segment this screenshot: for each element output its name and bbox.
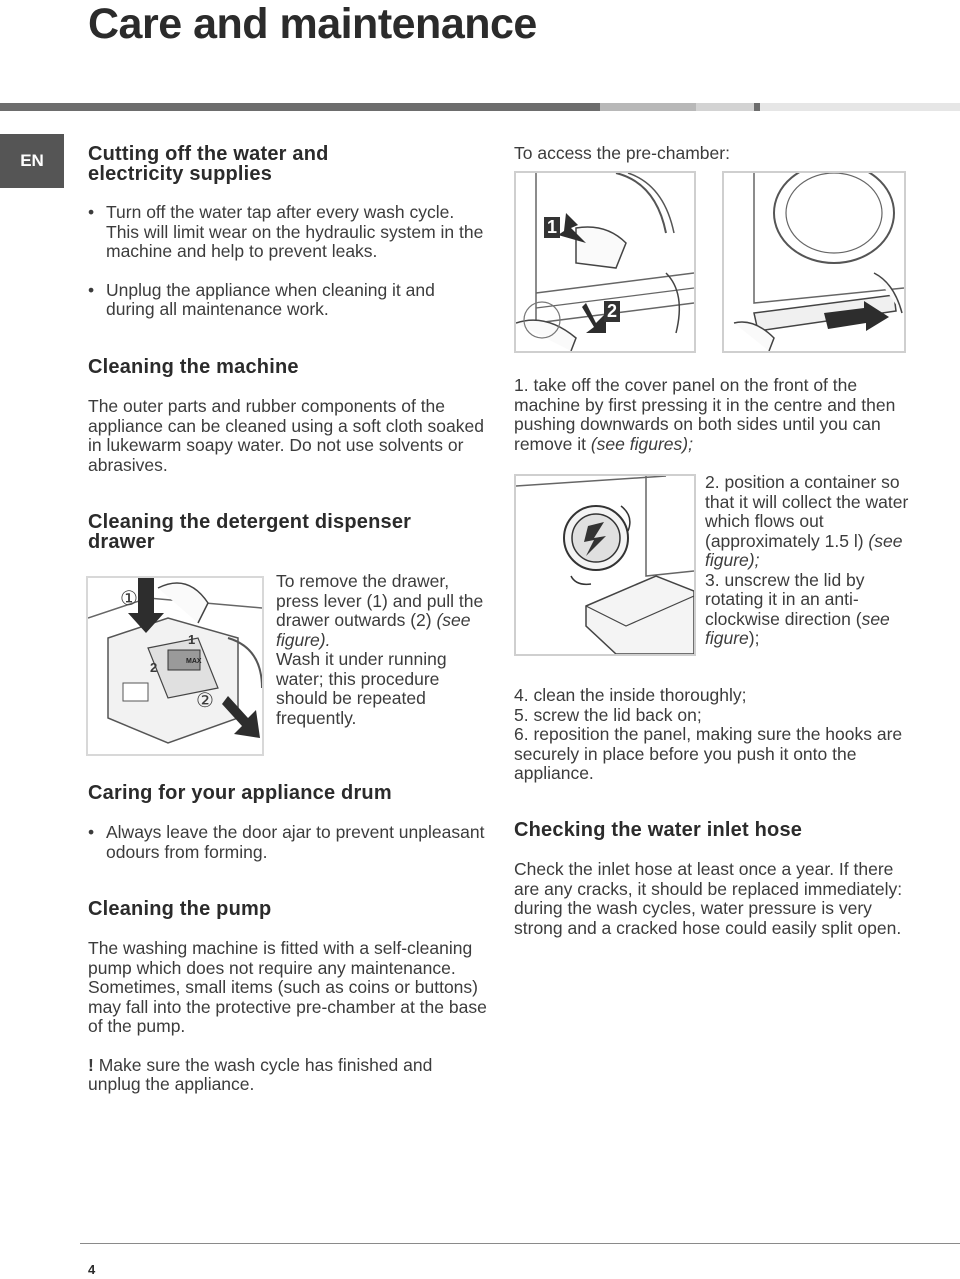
bullet-item: • Unplug the appliance when cleaning it and during all maintenance work. xyxy=(88,281,488,320)
step-5: 5. screw the lid back on; xyxy=(514,704,702,725)
step-1 xyxy=(514,376,914,454)
warning-text: Make sure the wash cycle has finished and unplug the appliance. xyxy=(88,1054,433,1094)
supplies-heading xyxy=(88,144,488,184)
figure-number-2: 2 xyxy=(604,301,620,322)
header-rule-segment xyxy=(696,103,754,111)
pump-body: The washing machine is fitted with a self-cleaning pump which does not require any maintenance. Sometimes, small items (such as coins or buttons) may fall into the protective pre-chamber at the base of the pump. xyxy=(88,938,487,1036)
hose-heading: Checking the water inlet hose xyxy=(514,819,803,841)
step-3-tail: ); xyxy=(748,628,760,648)
page-number: 4 xyxy=(88,1262,96,1277)
drawer-illustration xyxy=(88,578,262,754)
pump-lid-figure xyxy=(514,474,696,656)
pump-lid-illustration xyxy=(516,476,694,654)
steps-2-3 xyxy=(705,473,915,649)
figure-number-1: 1 xyxy=(544,217,560,238)
heading-line: drawer xyxy=(88,531,155,553)
machine-body: The outer parts and rubber components of the appliance can be cleaned using a soft cloth soaked in lukewarm soapy water. Do not use solvents or abrasives. xyxy=(88,396,484,475)
section-drawer xyxy=(88,512,488,552)
heading-line: Cleaning the detergent dispenser xyxy=(88,511,412,533)
drawer-text-main: To remove the drawer, press lever (1) and pull the drawer outwards (2) xyxy=(276,571,484,630)
header-rule-segment xyxy=(600,103,696,111)
bullet-item: • Always leave the door ajar to prevent unpleasant odours from forming. xyxy=(88,823,488,862)
step-2-text: 2. position a container so that it will collect the water which flows out (approximately 1.5 l) xyxy=(705,472,909,551)
step-2-italic: (see figure); xyxy=(705,530,903,570)
drawer-text-italic: (see figure). xyxy=(276,610,471,650)
machine-heading: Cleaning the machine xyxy=(88,356,299,378)
step-3-text: 3. unscrew the lid by rotating it in an anti-clockwise direction ( xyxy=(705,569,865,629)
drawer-instructions xyxy=(276,572,486,728)
pump-heading: Cleaning the pump xyxy=(88,898,272,920)
section-drum xyxy=(88,783,488,862)
header-rule-segment xyxy=(0,103,600,111)
step-4: 4. clean the inside thoroughly; xyxy=(514,685,747,705)
hose-body: Check the inlet hose at least once a year. If there are any cracks, it should be replaced immediately: during the wash cycles, water pressure is very strong and a cracked hose could easily split open. xyxy=(514,859,903,938)
warning-mark: ! xyxy=(88,1054,94,1075)
max-label: MAX xyxy=(186,658,202,665)
cover-panel-figure-1 xyxy=(514,171,696,353)
footer-rule xyxy=(80,1243,960,1244)
figure-label-circled-2: ② xyxy=(196,690,214,712)
drawer-text-rest: Wash it under running water; this procedure should be repeated frequently. xyxy=(276,649,447,728)
cover-panel-figure-2 xyxy=(722,171,906,353)
heading-line: Cutting off the water and xyxy=(88,143,329,165)
drawer-text xyxy=(276,572,486,650)
figure-label-1: 1 xyxy=(188,632,196,647)
bullet-item: • Turn off the water tap after every wash cycle. This will limit wear on the hydraulic system in the machine and help to prevent leaks. xyxy=(88,203,488,262)
cover-press-illustration xyxy=(516,173,694,351)
cover-remove-illustration xyxy=(724,173,904,351)
section-pump xyxy=(88,899,488,1095)
prechamber-intro: To access the pre-chamber: xyxy=(514,143,730,163)
drum-heading: Caring for your appliance drum xyxy=(88,782,392,804)
step-6: 6. reposition the panel, making sure the hooks are securely in place before you push it onto the appliance. xyxy=(514,724,903,783)
drawer-figure xyxy=(86,576,264,756)
step-1-italic: (see figures); xyxy=(590,433,693,454)
step-1-text: 1. take off the cover panel on the front of the machine by first pressing it in the centre and then pushing downwards on both sides until you can remove it xyxy=(514,375,896,454)
step-3-italic: see figure xyxy=(705,608,890,648)
section-cleaning-machine xyxy=(88,357,488,475)
pump-warning xyxy=(88,1056,488,1095)
figure-label-circled-1: ① xyxy=(120,588,138,610)
page-title: Care and maintenance xyxy=(88,0,537,48)
language-tab: EN xyxy=(0,134,64,188)
section-inlet-hose xyxy=(514,820,914,938)
section-supplies xyxy=(88,144,488,320)
drawer-heading xyxy=(88,512,488,552)
steps-4-6 xyxy=(514,686,914,784)
figure-label-2: 2 xyxy=(150,660,158,675)
heading-line: electricity supplies xyxy=(88,163,273,185)
header-rule-segment xyxy=(760,103,960,111)
